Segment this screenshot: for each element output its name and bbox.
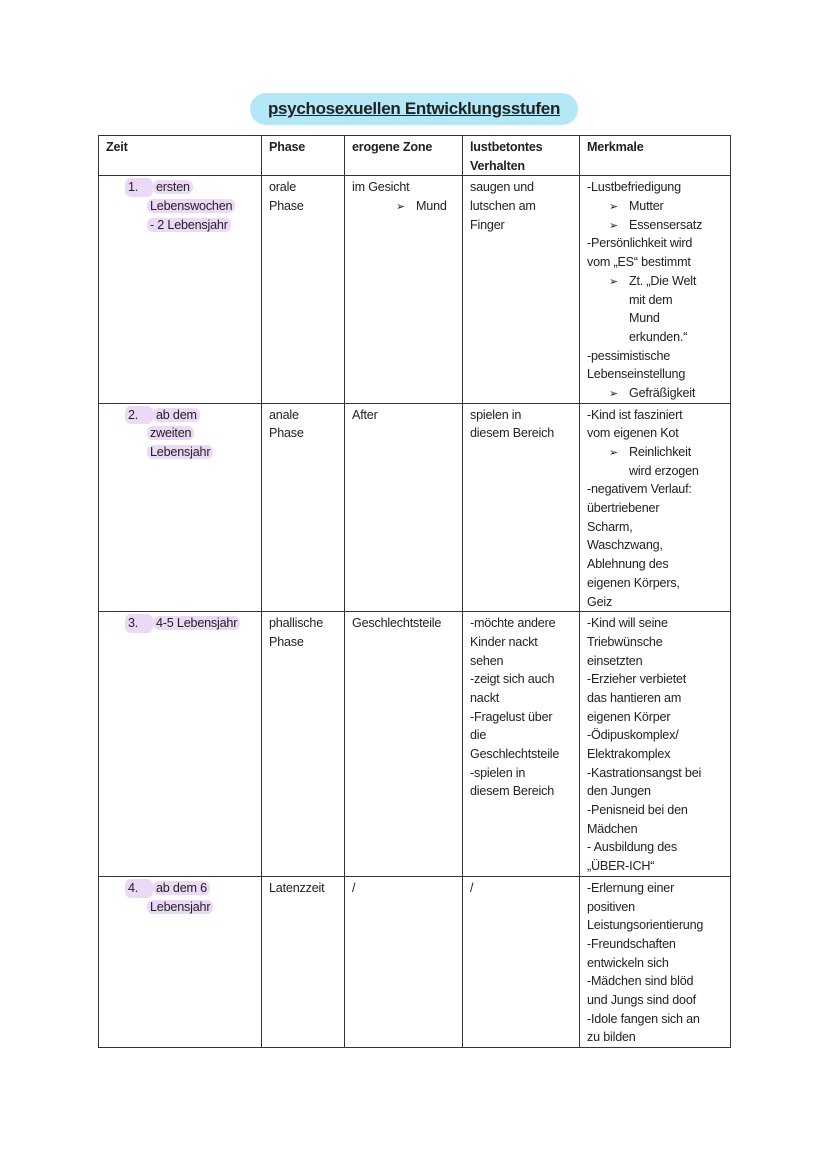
merkmale-text: den Jungen — [587, 784, 651, 799]
verhalten-text: Geschlechtsteile — [470, 747, 560, 762]
arrow-bullet-icon: ➢ — [609, 201, 619, 214]
merkmale-text: einsetzten — [587, 653, 643, 668]
arrow-bullet-icon: ➢ — [396, 201, 406, 214]
merkmale-text: Geiz — [587, 594, 613, 609]
verhalten-line — [470, 782, 573, 801]
merkmale-text: -Mädchen sind blöd — [587, 974, 694, 989]
merkmale-line — [587, 178, 724, 197]
merkmale-text: Mutter — [629, 199, 664, 214]
zone-line — [352, 178, 456, 197]
zeit-line — [125, 879, 255, 898]
cell-verhalten — [463, 876, 580, 1047]
merkmale-line — [587, 935, 724, 954]
merkmale-line — [587, 593, 724, 612]
merkmale-text: - Ausbildung des — [587, 840, 677, 855]
merkmale-line — [587, 726, 724, 745]
merkmale-text: -negativem Verlauf: — [587, 482, 692, 497]
verhalten-text: lutschen am — [470, 199, 536, 214]
merkmale-line — [587, 1028, 724, 1047]
cell-zeit — [99, 612, 262, 877]
merkmale-text: vom eigenen Kot — [587, 426, 679, 441]
cell-zone — [345, 612, 463, 877]
phase-line: anale — [269, 407, 299, 422]
cell-zone — [345, 403, 463, 612]
verhalten-line — [470, 614, 573, 633]
merkmale-text: -Idole fangen sich an — [587, 1011, 700, 1026]
table-row — [99, 612, 731, 877]
merkmale-line — [587, 384, 724, 403]
verhalten-line — [470, 670, 573, 689]
merkmale-text: zu bilden — [587, 1030, 636, 1045]
merkmale-line — [587, 820, 724, 839]
cell-verhalten — [463, 403, 580, 612]
zeit-line — [125, 178, 255, 197]
verhalten-text: Finger — [470, 217, 505, 232]
verhalten-line — [470, 689, 573, 708]
merkmale-line — [587, 708, 724, 727]
merkmale-line — [587, 443, 724, 462]
merkmale-line — [587, 991, 724, 1010]
header-lustbetontes-verhalten: lustbetontes Verhalten — [463, 136, 580, 176]
verhalten-line — [470, 708, 573, 727]
merkmale-line — [587, 838, 724, 857]
merkmale-text: -Ödipuskomplex/ — [587, 728, 679, 743]
table-header-row — [99, 136, 731, 176]
verhalten-text: nackt — [470, 690, 500, 705]
arrow-bullet-icon: ➢ — [609, 387, 619, 400]
table-row — [99, 403, 731, 612]
zeit-text: Lebensjahr — [147, 445, 213, 459]
verhalten-text: diesem Bereich — [470, 784, 554, 799]
cell-zeit — [99, 176, 262, 403]
merkmale-line — [587, 764, 724, 783]
cell-phase — [262, 403, 345, 612]
arrow-bullet-icon: ➢ — [609, 275, 619, 288]
arrow-bullet-icon: ➢ — [609, 219, 619, 232]
merkmale-text: Reinlichkeit — [629, 445, 691, 460]
zeit-text: ersten — [153, 180, 193, 194]
header-merkmale: Merkmale — [580, 136, 731, 176]
merkmale-line — [587, 879, 724, 898]
zeit-text: ab dem — [153, 408, 200, 422]
verhalten-line — [470, 633, 573, 652]
merkmale-text: Leistungsorientierung — [587, 918, 704, 933]
list-number: 2. — [125, 406, 153, 425]
merkmale-line — [587, 614, 724, 633]
merkmale-text: und Jungs sind doof — [587, 992, 696, 1007]
merkmale-line — [587, 365, 724, 384]
list-number: 1. — [125, 178, 153, 197]
merkmale-text: entwickeln sich — [587, 955, 669, 970]
merkmale-text: eigenen Körpers, — [587, 575, 680, 590]
stages-table — [98, 135, 731, 1048]
merkmale-text: „ÜBER-ICH“ — [587, 859, 655, 874]
merkmale-text: Waschzwang, — [587, 538, 663, 553]
zeit-line — [125, 898, 255, 917]
cell-merkmale — [580, 403, 731, 612]
cell-merkmale — [580, 176, 731, 403]
merkmale-text: vom „ES“ bestimmt — [587, 255, 691, 270]
cell-verhalten — [463, 612, 580, 877]
merkmale-text: Essensersatz — [629, 217, 703, 232]
verhalten-line — [470, 764, 573, 783]
zeit-line — [125, 216, 255, 235]
verhalten-line — [470, 726, 573, 745]
merkmale-line — [587, 272, 724, 291]
merkmale-line — [587, 253, 724, 272]
merkmale-text: eigenen Körper — [587, 709, 671, 724]
cell-verhalten — [463, 176, 580, 403]
zone-line — [352, 614, 456, 633]
cell-phase — [262, 176, 345, 403]
merkmale-text: positiven — [587, 899, 635, 914]
zeit-text: Lebenswochen — [147, 199, 235, 213]
list-number: 3. — [125, 614, 153, 633]
verhalten-line — [470, 178, 573, 197]
merkmale-text: erkunden.“ — [629, 329, 688, 344]
header-erogene-zone: erogene Zone — [345, 136, 463, 176]
phase-line: phallische — [269, 616, 324, 631]
zone-text: Mund — [416, 199, 447, 214]
merkmale-text: Mädchen — [587, 821, 638, 836]
zone-line — [352, 406, 456, 425]
merkmale-line — [587, 801, 724, 820]
verhalten-text: -spielen in — [470, 765, 526, 780]
merkmale-text: -Penisneid bei den — [587, 803, 688, 818]
merkmale-line — [587, 652, 724, 671]
merkmale-line — [587, 633, 724, 652]
cell-zone — [345, 176, 463, 403]
merkmale-line — [587, 555, 724, 574]
merkmale-text: Gefräßigkeit — [629, 385, 696, 400]
phase-line: Latenzzeit — [269, 880, 325, 895]
merkmale-line — [587, 954, 724, 973]
verhalten-line — [470, 406, 573, 425]
verhalten-text: diesem Bereich — [470, 426, 554, 441]
verhalten-line — [470, 216, 573, 235]
merkmale-text: -Lustbefriedigung — [587, 180, 681, 195]
merkmale-line — [587, 480, 724, 499]
merkmale-line — [587, 972, 724, 991]
cell-merkmale — [580, 612, 731, 877]
merkmale-line — [587, 898, 724, 917]
verhalten-text: spielen in — [470, 407, 522, 422]
merkmale-line — [587, 670, 724, 689]
verhalten-text: -zeigt sich auch — [470, 672, 555, 687]
merkmale-text: Elektrakomplex — [587, 747, 671, 762]
merkmale-text: -Erlernung einer — [587, 880, 675, 895]
merkmale-line — [587, 328, 724, 347]
merkmale-text: -pessimistische — [587, 348, 671, 363]
verhalten-text: saugen und — [470, 180, 534, 195]
merkmale-text: Triebwünsche — [587, 634, 663, 649]
zone-text: im Gesicht — [352, 180, 410, 195]
merkmale-line — [587, 309, 724, 328]
merkmale-text: -Kind will seine — [587, 616, 668, 631]
phase-line: Phase — [269, 199, 304, 214]
cell-merkmale — [580, 876, 731, 1047]
merkmale-text: das hantieren am — [587, 690, 682, 705]
merkmale-line — [587, 499, 724, 518]
merkmale-line — [587, 916, 724, 935]
merkmale-text: Zt. „Die Welt — [629, 273, 697, 288]
list-number: 4. — [125, 879, 153, 898]
merkmale-line — [587, 857, 724, 876]
merkmale-text: -Kind ist fasziniert — [587, 407, 683, 422]
merkmale-line — [587, 424, 724, 443]
cell-zeit — [99, 876, 262, 1047]
merkmale-line — [587, 406, 724, 425]
cell-phase — [262, 612, 345, 877]
merkmale-line — [587, 782, 724, 801]
cell-zeit — [99, 403, 262, 612]
phase-line: Phase — [269, 634, 304, 649]
zeit-text: 4-5 Lebensjahr — [153, 616, 240, 630]
merkmale-line — [587, 518, 724, 537]
table-row — [99, 176, 731, 403]
zeit-text: ab dem 6 — [153, 881, 210, 895]
merkmale-line — [587, 745, 724, 764]
merkmale-text: wird erzogen — [629, 463, 699, 478]
merkmale-line — [587, 574, 724, 593]
phase-line: orale — [269, 180, 297, 195]
verhalten-text: / — [470, 880, 474, 895]
zeit-line — [125, 614, 255, 633]
merkmale-line — [587, 234, 724, 253]
arrow-bullet-icon: ➢ — [609, 447, 619, 460]
merkmale-line — [587, 347, 724, 366]
cell-zone — [345, 876, 463, 1047]
merkmale-line — [587, 197, 724, 216]
merkmale-text: Ablehnung des — [587, 557, 669, 572]
zeit-line — [125, 424, 255, 443]
verhalten-line — [470, 197, 573, 216]
verhalten-text: die — [470, 728, 487, 743]
merkmale-text: mit dem — [629, 292, 673, 307]
header-zeit: Zeit — [99, 136, 262, 176]
phase-line: Phase — [269, 426, 304, 441]
verhalten-text: sehen — [470, 653, 504, 668]
zone-text: Geschlechtsteile — [352, 616, 442, 631]
merkmale-text: übertriebener — [587, 501, 660, 516]
merkmale-line — [587, 291, 724, 310]
merkmale-line — [587, 1010, 724, 1029]
merkmale-text: -Kastrationsangst bei — [587, 765, 702, 780]
table-row — [99, 876, 731, 1047]
verhalten-line — [470, 745, 573, 764]
verhalten-line — [470, 652, 573, 671]
merkmale-line — [587, 689, 724, 708]
verhalten-text: Kinder nackt — [470, 634, 538, 649]
zeit-text: - 2 Lebensjahr — [147, 218, 231, 232]
document-title: psychosexuellen Entwicklungsstufen — [250, 93, 578, 125]
merkmale-text: -Freundschaften — [587, 936, 676, 951]
merkmale-text: -Persönlichkeit wird — [587, 236, 693, 251]
verhalten-text: -möchte andere — [470, 616, 556, 631]
zone-text: After — [352, 407, 378, 422]
zeit-line — [125, 197, 255, 216]
verhalten-text: -Fragelust über — [470, 709, 553, 724]
zeit-text: zweiten — [147, 426, 194, 440]
merkmale-text: Scharm, — [587, 519, 633, 534]
merkmale-text: -Erzieher verbietet — [587, 672, 687, 687]
merkmale-line — [587, 216, 724, 235]
cell-phase — [262, 876, 345, 1047]
zeit-line — [125, 406, 255, 425]
zeit-text: Lebensjahr — [147, 900, 213, 914]
merkmale-line — [587, 536, 724, 555]
verhalten-line — [470, 879, 573, 898]
merkmale-text: Lebenseinstellung — [587, 367, 686, 382]
zone-text: / — [352, 880, 356, 895]
merkmale-text: Mund — [629, 311, 660, 326]
zeit-line — [125, 443, 255, 462]
zone-line — [352, 197, 456, 216]
verhalten-line — [470, 424, 573, 443]
header-phase: Phase — [262, 136, 345, 176]
merkmale-line — [587, 462, 724, 481]
zone-line — [352, 879, 456, 898]
